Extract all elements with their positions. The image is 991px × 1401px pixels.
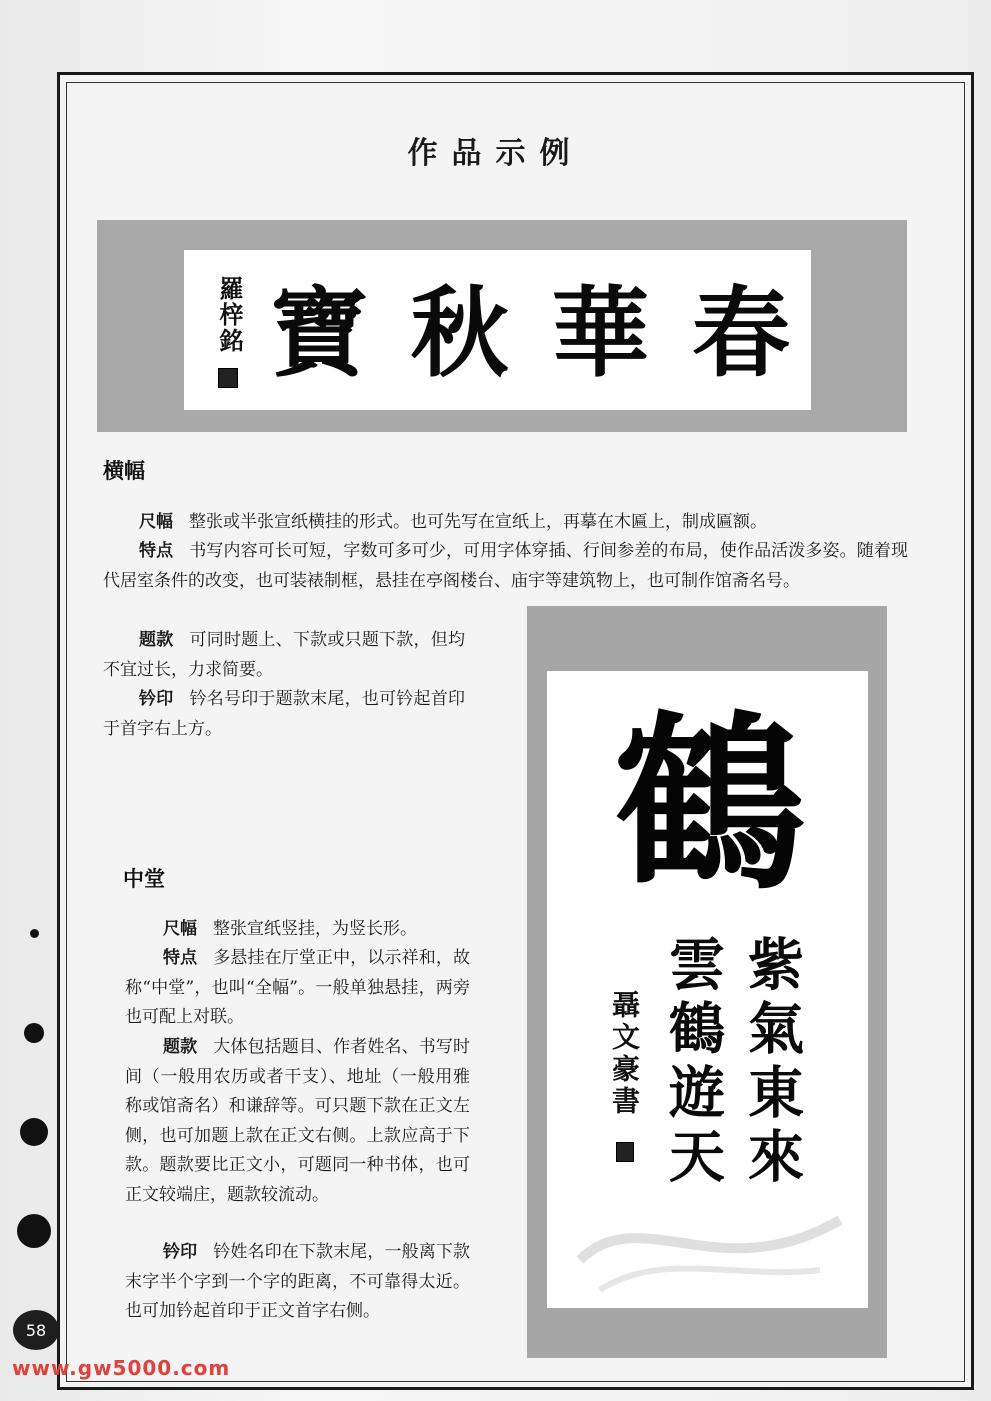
banner-char-2: 秋 — [410, 275, 509, 391]
scroll-main-character: 鶴 — [614, 693, 805, 916]
binder-hole-large — [17, 1214, 51, 1248]
banner-seal — [218, 368, 238, 388]
text-v-size: 整张宣纸竖挂，为竖长形。 — [213, 919, 417, 939]
scroll-poem-right-column: 紫氣東來 — [739, 935, 805, 1191]
banner-calligraphy — [270, 270, 790, 391]
banner-char-4: 春 — [691, 275, 790, 391]
label-v-seal: 钤印 — [163, 1242, 198, 1262]
text-v-features: 多悬挂在厅堂正中，以示祥和，故称“中堂”，也叫“全幅”。一般单独悬挂，两旁也可配上对联。 — [125, 948, 470, 1027]
label-seal: 钤印 — [139, 689, 174, 709]
text-seal: 钤名号印于题款末尾，也可钤起首印于首字右上方。 — [103, 689, 466, 739]
scroll-poem-left-column: 雲鶴遊天 — [660, 935, 726, 1191]
paragraph-inscription — [103, 626, 465, 685]
text-inscription: 可同时题上、下款或只题下款，但均不宜过长，力求简要。 — [103, 630, 466, 680]
paragraph-v-size — [125, 915, 470, 945]
section-heading-horizontal: 横幅 — [103, 459, 145, 483]
label-features: 特点 — [139, 541, 174, 561]
paragraph-v-seal — [125, 1238, 470, 1327]
label-v-features: 特点 — [163, 948, 198, 968]
paragraph-v-inscription — [125, 1033, 470, 1210]
page-title: 作品示例 — [407, 136, 584, 171]
text-size: 整张或半张宣纸横挂的形式。也可先写在宣纸上，再摹在木匾上，制成匾额。 — [189, 512, 767, 532]
binder-hole — [20, 1118, 48, 1146]
section-heading-vertical: 中堂 — [123, 867, 165, 891]
binder-hole — [24, 1023, 44, 1043]
label-v-inscription: 题款 — [163, 1037, 198, 1057]
label-size: 尺幅 — [139, 512, 173, 532]
label-inscription: 题款 — [139, 630, 174, 650]
banner-char-3: 華 — [551, 275, 650, 391]
paragraph-v-features — [125, 944, 470, 1033]
banner-signature: 羅梓銘 — [215, 276, 244, 354]
paragraph-seal — [103, 685, 465, 744]
site-watermark: www.gw5000.com — [12, 1356, 231, 1380]
page-number: 58 — [13, 1310, 59, 1350]
text-v-inscription: 大体包括题目、作者姓名、书写时间（一般用农历或者干支）、地址（一般用雅称或馆斋名）和谦辞等。可只题下款在正文左侧，也可加题上款在正文右侧。上款应高于下款。题款要比正文小，可题同一种书体，也可正文较端庄，题款较流动。 — [125, 1037, 470, 1205]
binder-hole-small — [30, 929, 39, 938]
paragraph-size — [103, 508, 908, 538]
text-features: 书写内容可长可短，字数可多可少，可用字体穿插、行间参差的布局，使作品活泼多姿。随着现代居室条件的改变，也可装裱制框，悬挂在亭阁楼台、庙宇等建筑物上，也可制作馆斋名号。 — [103, 541, 908, 591]
paragraph-features — [103, 537, 908, 596]
label-v-size: 尺幅 — [163, 919, 197, 939]
banner-char-1: 寶 — [270, 275, 369, 391]
scroll-seal — [616, 1142, 634, 1162]
text-v-seal: 钤姓名印在下款末尾，一般离下款末字半个字到一个字的距离，不可靠得太近。也可加钤起首印于正文首字右侧。 — [125, 1242, 470, 1321]
scroll-signature: 聶文豪書 — [608, 990, 641, 1118]
